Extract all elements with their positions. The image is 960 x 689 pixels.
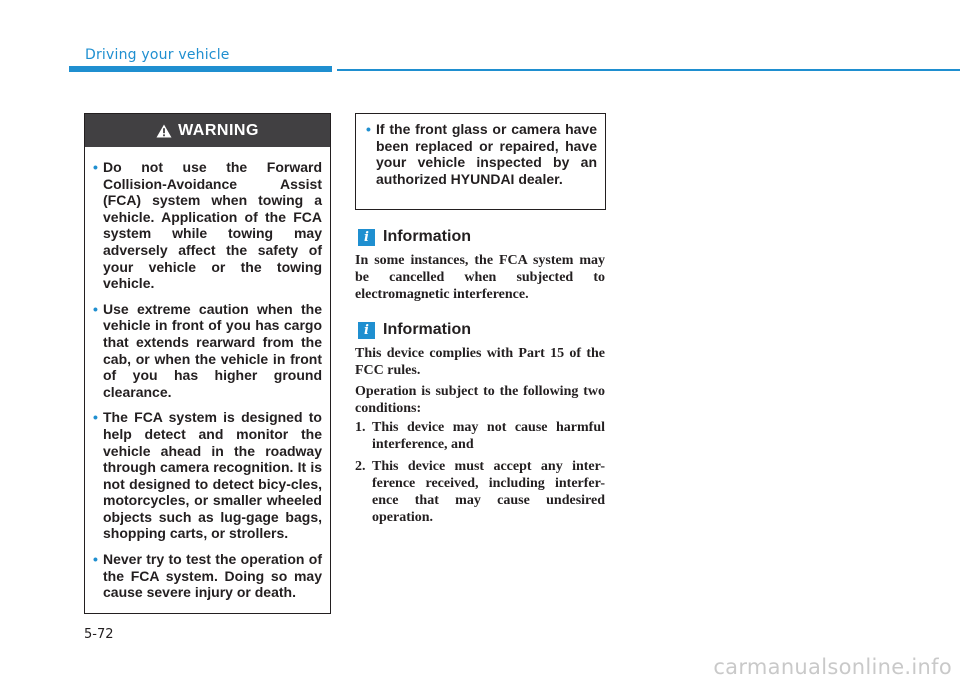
information-icon: i (358, 229, 375, 246)
warning-item (93, 159, 322, 292)
header-rule-thick (69, 66, 332, 72)
warning-item-text: If the front glass or camera have been replaced or repaired, have your vehicle inspected by an authorized HYUNDAI dealer. (376, 121, 597, 187)
fcc-conditions-intro: Operation is subject to the following two conditions: (355, 384, 605, 416)
warning-continued-box (355, 113, 606, 210)
fcc-condition-item (355, 458, 605, 526)
page-number: 5-72 (84, 627, 114, 642)
fcc-compliance-text: This device complies with Part 15 of the FCC rules. (355, 346, 605, 378)
fcc-conditions-list (355, 419, 605, 531)
warning-continued-list (356, 114, 605, 187)
condition-text: This device may not cause harmful interference, and (372, 420, 605, 452)
warning-item-text: Do not use the Forward Collision-Avoidance Assist (FCA) system when towing a vehicle. Application of the FCA system while towing may adversely affect the safety of your vehicle or the towing vehicle. (103, 159, 322, 292)
information-heading-1 (358, 228, 471, 246)
warning-item (93, 551, 322, 601)
bullet-icon: • (93, 159, 98, 175)
bullet-icon: • (93, 300, 98, 317)
information-text-1: In some instances, the FCA system may be cancelled when subjected to electromagnetic interference. (355, 253, 605, 302)
bullet-icon: • (93, 409, 98, 426)
information-icon: i (358, 322, 375, 339)
section-title: Driving your vehicle (85, 47, 230, 63)
information-title: Information (383, 228, 471, 245)
fcc-condition-item (355, 419, 605, 453)
warning-item (366, 121, 597, 187)
warning-label: WARNING (178, 121, 259, 139)
watermark: carmanualsonline.info (713, 655, 952, 679)
bullet-icon: • (93, 551, 98, 568)
warning-item-text: Never try to test the operation of the FCA system. Doing so may cause severe injury or death. (103, 551, 322, 601)
condition-number: 1. (355, 420, 366, 435)
header-rule-thin (337, 69, 960, 71)
warning-banner (85, 114, 330, 147)
warning-triangle-icon (156, 124, 172, 138)
information-heading-2 (358, 321, 471, 339)
warning-item-text: The FCA system is designed to help detect and monitor the vehicle ahead in the roadway through camera recognition. It is not designed to detect bicy-cles, motorcycles, or smaller wheeled objects such as lug-gage bags, shopping carts, or strollers. (103, 409, 322, 542)
information-title: Information (383, 321, 471, 338)
condition-number: 2. (355, 459, 366, 474)
bullet-icon: • (366, 121, 371, 137)
warning-list (85, 147, 330, 601)
condition-text: This device must accept any inter-ference received, including interfer-ence that may cause undesired operation. (372, 459, 605, 525)
warning-item (93, 409, 322, 542)
warning-item-text: Use extreme caution when the vehicle in front of you has cargo that extends rearward from the cab, or when the vehicle in front of you has higher ground clearance. (103, 300, 322, 400)
warning-box (84, 113, 331, 614)
warning-item (93, 300, 322, 401)
